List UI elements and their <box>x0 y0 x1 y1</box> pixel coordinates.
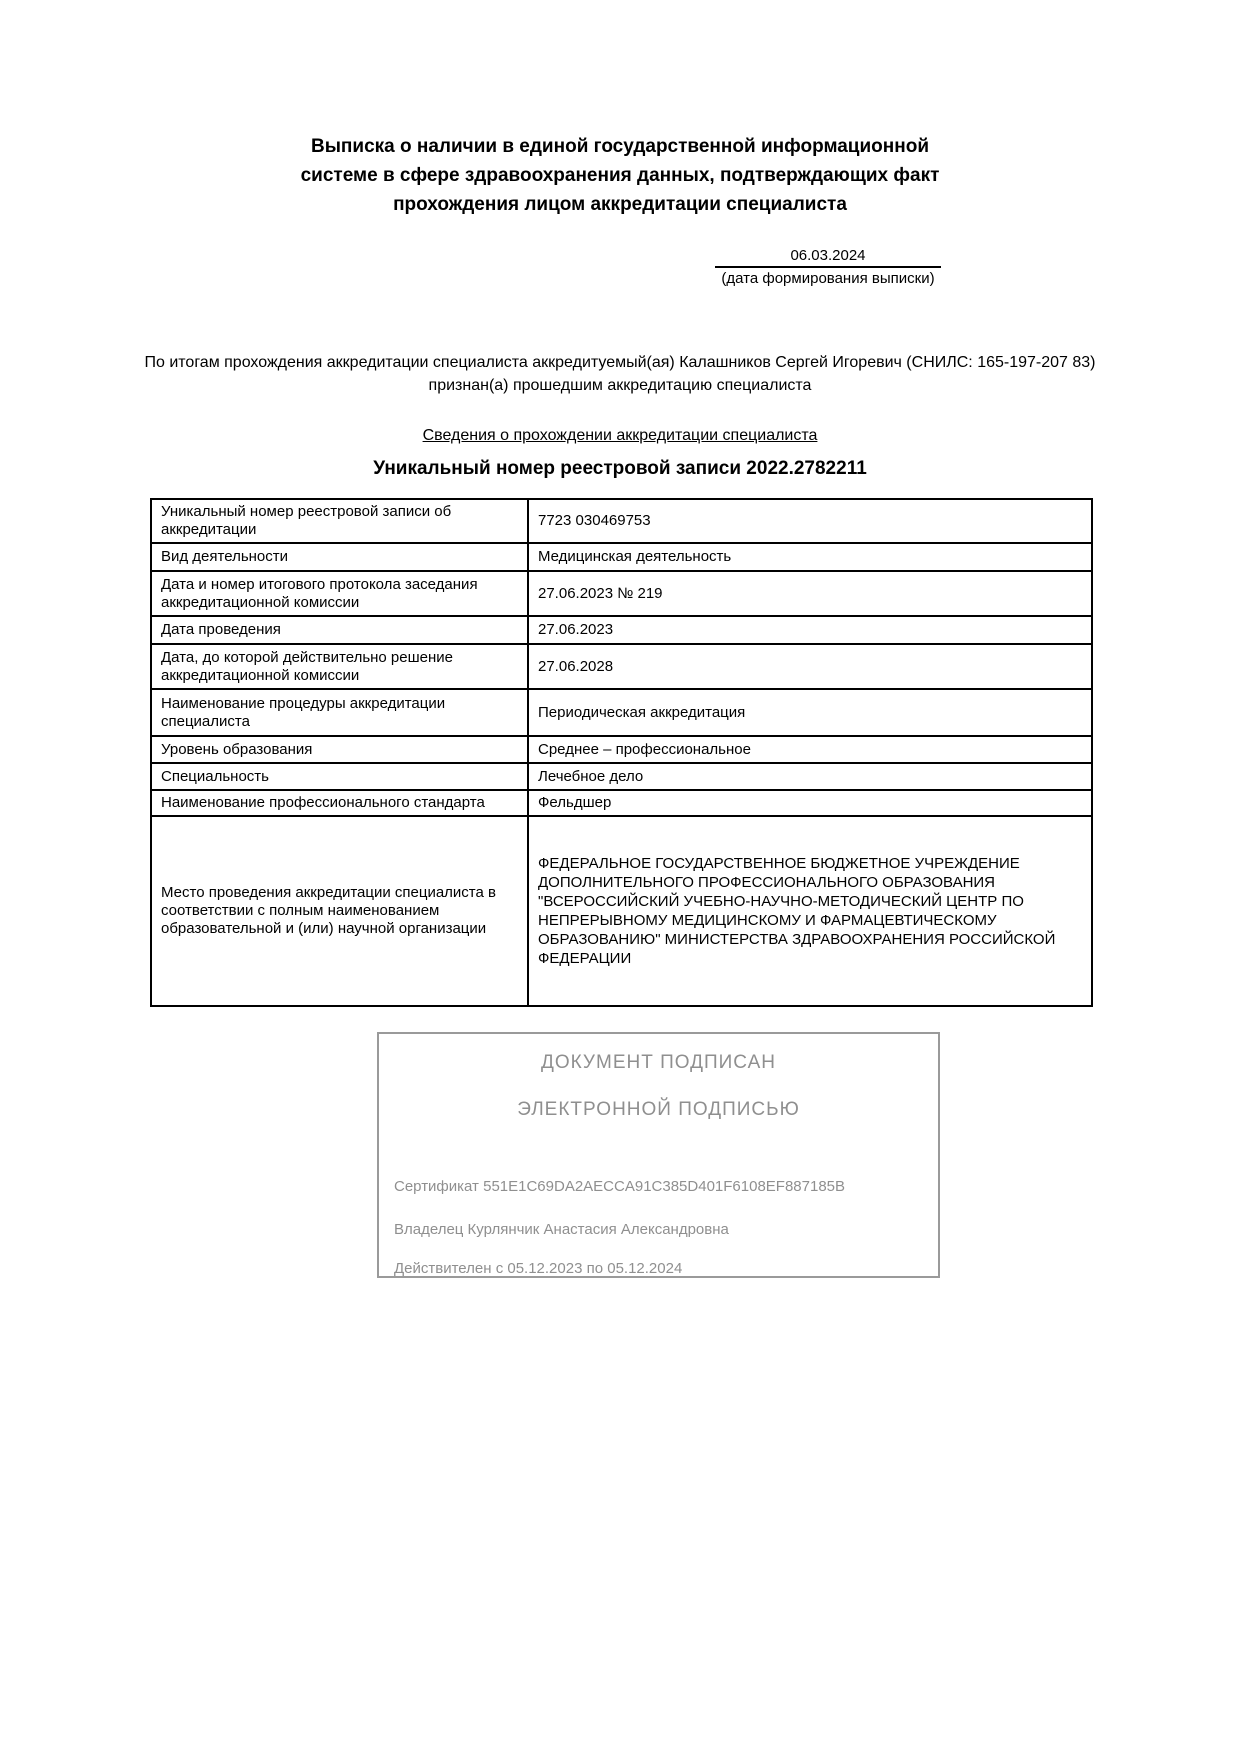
row-value: 27.06.2023 № 219 <box>528 571 1092 616</box>
signature-certificate: Сертификат 551E1C69DA2AECCA91C385D401F6108EF887185B <box>394 1178 846 1195</box>
document-title <box>0 132 1240 219</box>
table-row <box>151 763 1092 790</box>
signature-validity: Действителен с 05.12.2023 по 05.12.2024 <box>394 1260 683 1277</box>
row-value: Медицинская деятельность <box>528 543 1092 571</box>
table-row <box>151 790 1092 816</box>
accreditation-result-paragraph: По итогам прохождения аккредитации специалиста аккредитуемый(ая) Калашников Сергей Игоревич (СНИЛС: 165-197-207 83) признан(а) прошедшим аккредитацию специалиста <box>144 354 1096 394</box>
row-label: Дата, до которой действительно решение аккредитационной комиссии <box>151 644 528 689</box>
table-row <box>151 816 1092 1006</box>
row-label: Дата проведения <box>151 616 528 644</box>
table-row <box>151 689 1092 736</box>
table-row <box>151 571 1092 616</box>
row-label: Уникальный номер реестровой записи об аккредитации <box>151 499 528 543</box>
table-row <box>151 736 1092 763</box>
document-title-line-1: Выписка о наличии в единой государственной информационной <box>310 136 930 157</box>
row-label: Наименование профессионального стандарта <box>151 790 528 816</box>
registry-record-heading: Уникальный номер реестровой записи 2022.2782211 <box>373 458 867 479</box>
row-value: ФЕДЕРАЛЬНОЕ ГОСУДАРСТВЕННОЕ БЮДЖЕТНОЕ УЧРЕЖДЕНИЕ ДОПОЛНИТЕЛЬНОГО ПРОФЕССИОНАЛЬНОГО ОБРАЗОВАНИЯ "ВСЕРОССИЙСКИЙ УЧЕБНО-НАУЧНО-МЕТОДИЧЕСКИЙ ЦЕНТР ПО НЕПРЕРЫВНОМУ МЕДИЦИНСКОМУ И ФАРМАЦЕВТИЧЕСКОМУ ОБРАЗОВАНИЮ" МИНИСТЕРСТВА ЗДРАВООХРАНЕНИЯ РОССИЙСКОЙ ФЕДЕРАЦИИ <box>528 816 1092 1006</box>
table-row <box>151 499 1092 543</box>
document-title-line-2: системе в сфере здравоохранения данных, подтверждающих факт <box>300 165 940 186</box>
table-row <box>151 616 1092 644</box>
row-value: Лечебное дело <box>528 763 1092 790</box>
section-heading: Сведения о прохождении аккредитации специалиста <box>422 427 818 444</box>
row-label: Специальность <box>151 763 528 790</box>
electronic-signature-stamp <box>377 1032 940 1278</box>
signature-stamp-title-line-1: ДОКУМЕНТ ПОДПИСАН <box>541 1052 776 1073</box>
table-row <box>151 543 1092 571</box>
row-label: Вид деятельности <box>151 543 528 571</box>
row-value: Фельдшер <box>528 790 1092 816</box>
extract-date-caption: (дата формирования выписки) <box>721 270 935 287</box>
table-row <box>151 644 1092 689</box>
signature-stamp-title-line-2: ЭЛЕКТРОННОЙ ПОДПИСЬЮ <box>517 1099 800 1120</box>
row-value: Периодическая аккредитация <box>528 689 1092 736</box>
row-label: Уровень образования <box>151 736 528 763</box>
row-value: 27.06.2028 <box>528 644 1092 689</box>
extract-date-block <box>715 247 941 287</box>
row-value: 27.06.2023 <box>528 616 1092 644</box>
accreditation-details-table <box>150 498 1093 1007</box>
row-label: Место проведения аккредитации специалиста в соответствии с полным наименованием образовательной и (или) научной организации <box>151 816 528 1006</box>
signature-owner: Владелец Курлянчик Анастасия Александровна <box>394 1221 729 1238</box>
row-value: Среднее – профессиональное <box>528 736 1092 763</box>
extract-date: 06.03.2024 <box>715 247 941 268</box>
row-label: Дата и номер итогового протокола заседания аккредитационной комиссии <box>151 571 528 616</box>
document-title-line-3: прохождения лицом аккредитации специалиста <box>393 194 847 215</box>
row-label: Наименование процедуры аккредитации специалиста <box>151 689 528 736</box>
row-value: 7723 030469753 <box>528 499 1092 543</box>
